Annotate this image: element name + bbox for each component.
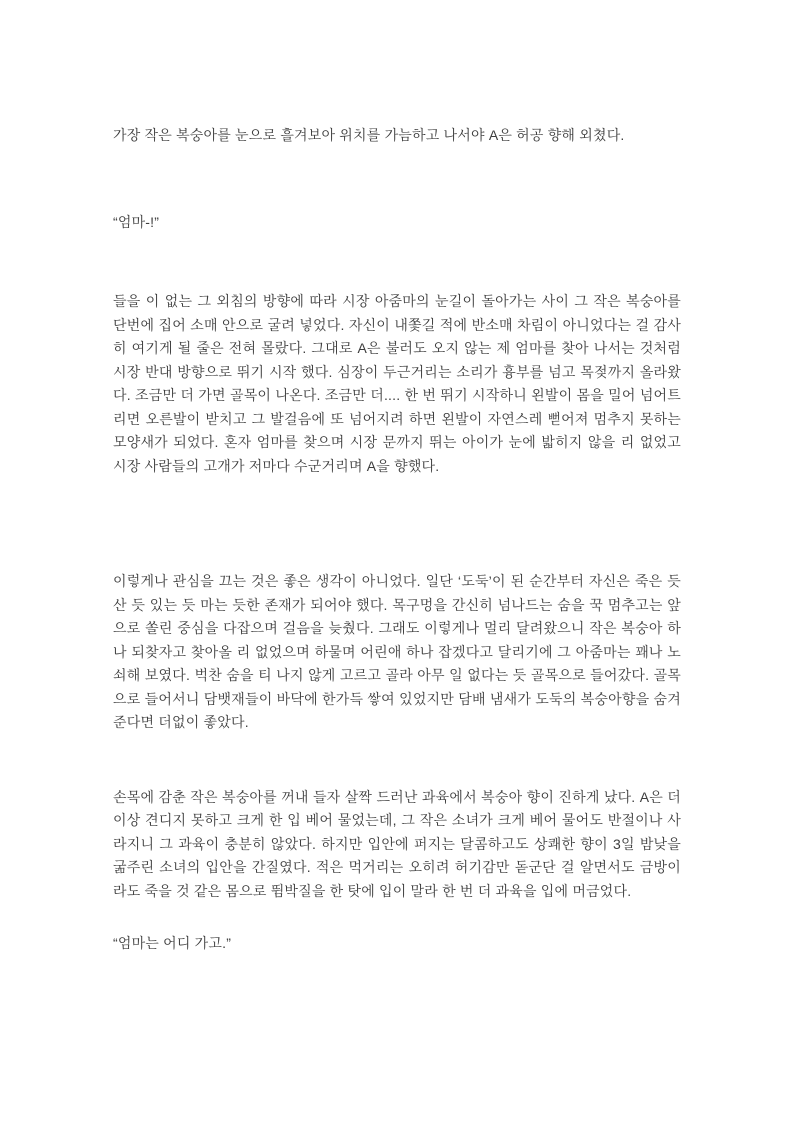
paragraph-dialogue-mom-call: “엄마-!” (113, 213, 160, 230)
paragraph-dialogue-mom-where: “엄마는 어디 가고.” (113, 935, 232, 951)
paragraph-narration-3: 이렇게나 관심을 끄는 것은 좋은 생각이 아니었다. 일단 ‘도둑’이 된 순간부터 자신은 죽은 듯 산 듯 있는 듯 마는 듯한 존재가 되어야 했다. 목구멍을 간신히 넘나드는 숨을 꾹 멈추고는 앞으로 쏠린 중심을 다잡으며 걸음을 늦췄다. 그래도 이렇게나 멀리 달려왔으니 작은 복숭아 하나 되찾자고 찾아올 리 없었으며 하물며 어린애 하나 잡겠다고 달리기에 그 아줌마는 꽤나 노쇠해 보였다. 벅찬 숨을 티 나지 않게 고르고 골라 아무 일 없다는 듯 골목으로 들어갔다. 골목으로 들어서니 담뱃재들이 바닥에 한가득 쌓여 있었지만 담배 냄새가 도둑의 복숭아향을 숨겨준다면 더없이 좋았다. (113, 573, 681, 730)
paragraph-narration-4: 손목에 감춘 작은 복숭아를 꺼내 들자 살짝 드러난 과육에서 복숭아 향이 진하게 났다. A은 더 이상 견디지 못하고 크게 한 입 베어 물었는데, 그 작은 소녀가 크게 베어 물어도 반절이나 사라지니 그 과육이 충분히 않았다. 하지만 입안에 퍼지는 달콤하고도 상쾌한 향이 3일 밤낮을 굶주린 소녀의 입안을 간질였다. 적은 먹거리는 오히려 허기감만 돋군단 걸 알면서도 금방이라도 죽을 것 같은 몸으로 뜀박질을 한 탓에 입이 말라 한 번 더 과육을 입에 머금었다. (113, 788, 681, 899)
paragraph-narration-2: 들을 이 없는 그 외침의 방향에 따라 시장 아줌마의 눈길이 돌아가는 사이 그 작은 복숭아를 단번에 집어 소매 안으로 굴려 넣었다. 자신이 내쫓길 적에 반소매 차림이 아니었다는 걸 감사히 여기게 될 줄은 전혀 몰랐다. 그대로 A은 불러도 오지 않는 제 엄마를 찾아 나서는 것처럼 시장 반대 방향으로 뛰기 시작 했다. 심장이 두근거리는 소리가 흉부를 넘고 목젖까지 올라왔다. 조금만 더 가면 골목이 나온다. 조금만 더.... 한 번 뛰기 시작하니 왼발이 몸을 밀어 넘어트리면 오른발이 받치고 그 발걸음에 또 넘어지려 하면 왼발이 자연스레 뻗어져 멈추지 못하는 모양새가 되었다. 혼자 엄마를 찾으며 시장 문까지 뛰는 아이가 눈에 밟히지 않을 리 없었고 시장 사람들의 고개가 저마다 수군거리며 A을 향했다. (113, 293, 681, 474)
paragraph-narration-1: 가장 작은 복숭아를 눈으로 흘겨보아 위치를 가늠하고 나서야 A은 허공 향해 외쳤다. (113, 127, 625, 143)
